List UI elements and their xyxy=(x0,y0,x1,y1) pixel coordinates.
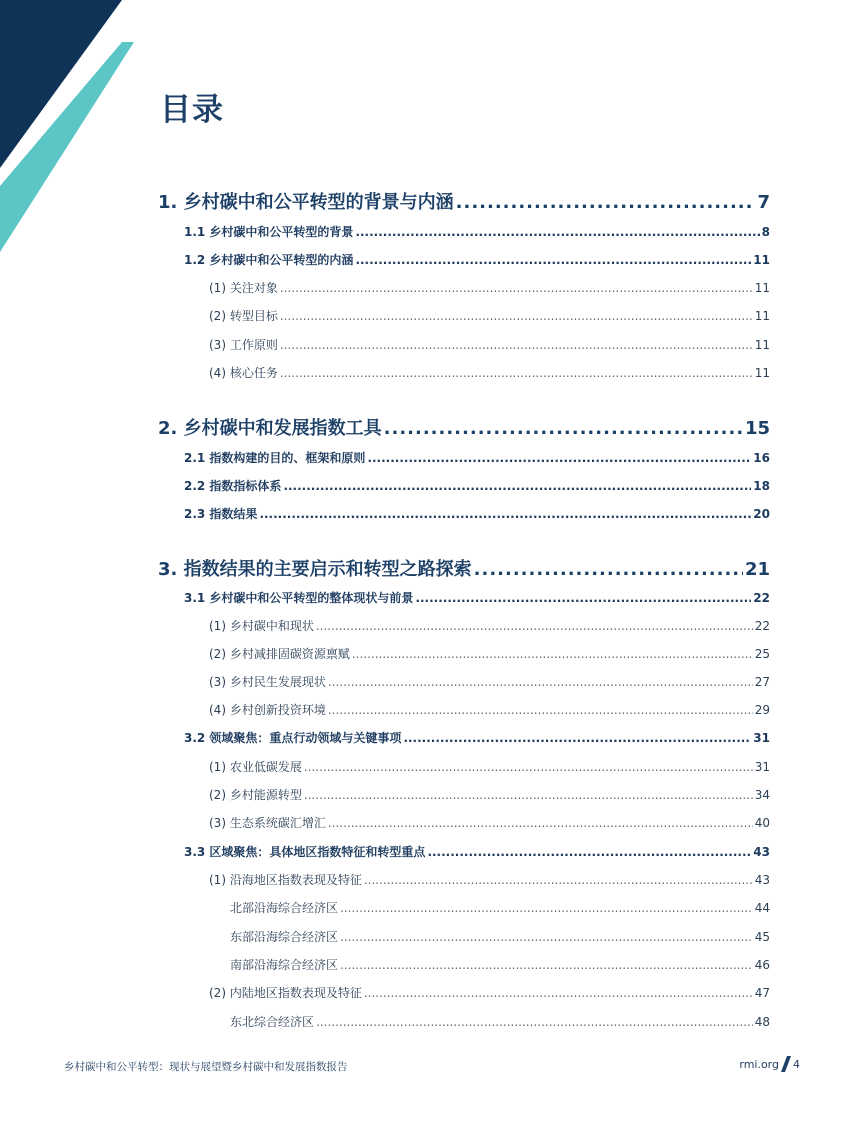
toc-dot-leader xyxy=(474,559,743,580)
toc-entry-label: 3. 指数结果的主要启示和转型之路探索 xyxy=(158,559,472,580)
toc-entry-label: 3.3 区域聚焦：具体地区指数特征和转型重点 xyxy=(184,845,426,859)
toc-dot-leader xyxy=(280,366,753,380)
toc-dot-leader xyxy=(355,225,759,239)
toc-dot-leader xyxy=(304,788,753,802)
toc-dot-leader xyxy=(280,281,753,295)
toc-entry[interactable] xyxy=(209,673,770,690)
toc-entry-page: 44 xyxy=(754,901,770,915)
toc-entry-page: 11 xyxy=(754,281,770,295)
toc-entry[interactable] xyxy=(209,279,770,296)
toc-entry-label: 南部沿海综合经济区 xyxy=(230,958,339,972)
toc-entry-page: 40 xyxy=(754,816,770,830)
toc-entry[interactable] xyxy=(209,701,770,718)
toc-entry-page: 31 xyxy=(754,760,770,774)
toc-entry-label: 2. 乡村碳中和发展指数工具 xyxy=(158,418,382,439)
toc-dot-leader xyxy=(280,338,753,352)
toc-entry[interactable] xyxy=(184,843,770,860)
toc-dot-leader xyxy=(328,816,753,830)
toc-entry-page: 21 xyxy=(744,559,770,580)
toc-dot-leader xyxy=(328,675,753,689)
toc-dot-leader xyxy=(403,731,751,745)
toc-entry-page: 11 xyxy=(754,366,770,380)
toc-entry-page: 47 xyxy=(754,986,770,1000)
toc-entry[interactable] xyxy=(184,223,770,240)
footer-report-title: 乡村碳中和公平转型：现状与展望暨乡村碳中和发展指数报告 xyxy=(64,1061,348,1073)
toc-entry-label: 3.2 领域聚焦：重点行动领域与关键事项 xyxy=(184,731,402,745)
toc-entry-page: 25 xyxy=(754,647,770,661)
toc-dot-leader xyxy=(456,192,756,213)
toc-entry[interactable] xyxy=(209,871,770,888)
page-title: 目录 xyxy=(160,92,224,128)
toc-entry[interactable] xyxy=(230,956,770,973)
toc-entry[interactable] xyxy=(184,251,770,268)
toc-entry-page: 15 xyxy=(744,418,770,439)
toc-entry-page: 31 xyxy=(753,731,770,745)
slash-logo-icon xyxy=(781,1056,791,1072)
toc-entry-label: (1) 沿海地区指数表现及特征 xyxy=(209,873,362,887)
toc-entry[interactable] xyxy=(209,307,770,324)
toc-entry[interactable] xyxy=(158,188,770,214)
toc-entry[interactable] xyxy=(230,928,770,945)
toc-entry[interactable] xyxy=(209,984,770,1001)
toc-entry-page: 20 xyxy=(753,507,770,521)
toc-entry[interactable] xyxy=(209,617,770,634)
toc-entry[interactable] xyxy=(209,364,770,381)
toc-entry-page: 46 xyxy=(754,958,770,972)
footer-right xyxy=(739,1056,800,1072)
toc-entry-page: 29 xyxy=(754,703,770,717)
toc-entry-label: 北部沿海综合经济区 xyxy=(230,901,339,915)
toc-entry[interactable] xyxy=(230,1013,770,1030)
toc-entry-page: 11 xyxy=(754,338,770,352)
toc-dot-leader xyxy=(316,1015,753,1029)
toc-entry-page: 43 xyxy=(753,845,770,859)
toc-entry-label: (4) 核心任务 xyxy=(209,366,278,380)
toc-entry-page: 27 xyxy=(754,675,770,689)
toc-entry-page: 22 xyxy=(753,591,770,605)
toc-entry-label: (2) 乡村能源转型 xyxy=(209,788,302,802)
toc-entry[interactable] xyxy=(184,477,770,494)
toc-entry-label: (2) 乡村减排固碳资源禀赋 xyxy=(209,647,350,661)
toc-entry-label: 2.3 指数结果 xyxy=(184,507,258,521)
toc-entry-page: 48 xyxy=(754,1015,770,1029)
toc-dot-leader xyxy=(355,253,751,267)
toc-entry-page: 34 xyxy=(754,788,770,802)
toc-entry[interactable] xyxy=(209,336,770,353)
toc-entry[interactable] xyxy=(209,645,770,662)
toc-entry-page: 11 xyxy=(754,309,770,323)
toc-dot-leader xyxy=(316,619,753,633)
toc-entry-page: 22 xyxy=(754,619,770,633)
toc-entry[interactable] xyxy=(184,505,770,522)
footer-page-number: 4 xyxy=(793,1057,800,1071)
toc-entry-label: (2) 内陆地区指数表现及特征 xyxy=(209,986,362,1000)
toc-entry-label: (3) 生态系统碳汇增汇 xyxy=(209,816,326,830)
toc-entry-page: 18 xyxy=(753,479,770,493)
toc-entry-label: (3) 乡村民生发展现状 xyxy=(209,675,326,689)
toc-entry[interactable] xyxy=(184,589,770,606)
toc-entry-label: 2.1 指数构建的目的、框架和原则 xyxy=(184,451,366,465)
toc-dot-leader xyxy=(384,418,743,439)
toc-entry[interactable] xyxy=(158,555,770,581)
toc-entry-page: 7 xyxy=(757,192,770,213)
toc-entry-label: (1) 乡村碳中和现状 xyxy=(209,619,314,633)
toc-entry-label: 1. 乡村碳中和公平转型的背景与内涵 xyxy=(158,192,454,213)
toc-entry[interactable] xyxy=(209,786,770,803)
toc-entry[interactable] xyxy=(209,814,770,831)
toc-entry-label: (1) 农业低碳发展 xyxy=(209,760,302,774)
toc-dot-leader xyxy=(280,309,753,323)
toc-entry-page: 16 xyxy=(753,451,770,465)
toc-dot-leader xyxy=(340,930,753,944)
toc-dot-leader xyxy=(352,647,753,661)
toc-entry-page: 11 xyxy=(753,253,770,267)
toc-dot-leader xyxy=(415,591,751,605)
toc-entry[interactable] xyxy=(209,758,770,775)
toc-dot-leader xyxy=(364,873,753,887)
toc-entry-label: 东部沿海综合经济区 xyxy=(230,930,339,944)
toc-entry-label: (3) 工作原则 xyxy=(209,338,278,352)
toc-dot-leader xyxy=(259,507,751,521)
toc-dot-leader xyxy=(427,845,751,859)
toc-entry[interactable] xyxy=(184,729,770,746)
toc-dot-leader xyxy=(367,451,751,465)
toc-entry-label: 1.2 乡村碳中和公平转型的内涵 xyxy=(184,253,354,267)
toc-dot-leader xyxy=(364,986,753,1000)
toc-dot-leader xyxy=(340,901,753,915)
toc-entry-label: (1) 关注对象 xyxy=(209,281,278,295)
toc-dot-leader xyxy=(328,703,753,717)
toc-entry-label: (2) 转型目标 xyxy=(209,309,278,323)
toc-entry[interactable] xyxy=(158,414,770,440)
toc-entry-label: 东北综合经济区 xyxy=(230,1015,315,1029)
toc-entry[interactable] xyxy=(184,449,770,466)
toc-entry-page: 8 xyxy=(761,225,770,239)
footer-site[interactable]: rmi.org xyxy=(739,1057,779,1071)
toc-dot-leader xyxy=(283,479,751,493)
toc-entry-label: 1.1 乡村碳中和公平转型的背景 xyxy=(184,225,354,239)
toc-entry-page: 43 xyxy=(754,873,770,887)
toc-entry[interactable] xyxy=(230,899,770,916)
toc-entry-label: 3.1 乡村碳中和公平转型的整体现状与前景 xyxy=(184,591,414,605)
toc-dot-leader xyxy=(304,760,753,774)
toc-entry-label: 2.2 指数指标体系 xyxy=(184,479,282,493)
toc-entry-page: 45 xyxy=(754,930,770,944)
toc-entry-label: (4) 乡村创新投资环境 xyxy=(209,703,326,717)
toc-dot-leader xyxy=(340,958,753,972)
